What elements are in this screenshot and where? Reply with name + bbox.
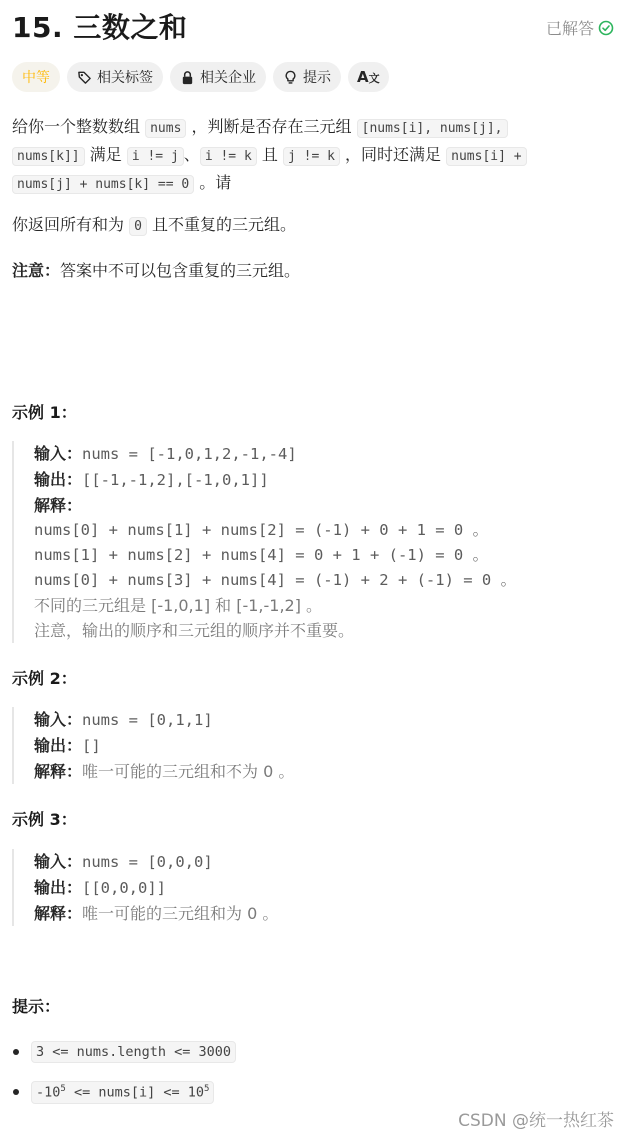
example-input: nums = [-1,0,1,2,-1,-4] (82, 445, 297, 463)
inline-code: nums[k]] (12, 147, 85, 166)
bullet-icon (13, 1089, 19, 1095)
explain-label: 解释： (34, 496, 83, 515)
desc-text: ，判断是否存在三元组 (191, 117, 352, 136)
note-text: 答案中不可以包含重复的三元组。 (60, 261, 301, 280)
exponent: 5 (203, 1084, 210, 1094)
desc-text: 且不重复的三元组。 (152, 215, 297, 234)
example-input: nums = [0,1,1] (82, 711, 213, 729)
translate-button[interactable] (348, 62, 389, 92)
example-3-block (12, 849, 602, 926)
desc-text: 给你一个整数数组 (12, 117, 141, 136)
desc-text: 你返回所有和为 (12, 215, 125, 234)
note-paragraph (12, 258, 578, 284)
example-output: [[0,0,0]] (82, 879, 167, 897)
example-explain: 唯一可能的三元组和为 0 。 (82, 904, 279, 923)
solved-label: 已解答 (545, 19, 594, 38)
desc-text: 。请 (199, 173, 232, 192)
inline-code: i != k (200, 147, 257, 166)
output-label: 输出： (34, 470, 83, 489)
example-1-title: 示例 1： (12, 403, 77, 422)
related-tags-button[interactable] (67, 62, 163, 92)
solved-status[interactable] (546, 16, 614, 39)
hints-button[interactable] (273, 62, 341, 92)
explain-line: 注意，输出的顺序和三元组的顺序并不重要。 (34, 621, 355, 640)
output-label: 输出： (34, 878, 83, 897)
constraint-item-1 (12, 1041, 236, 1063)
example-3-title: 示例 3： (12, 810, 77, 829)
constraint-item-2 (12, 1081, 214, 1104)
bullet-icon (13, 1049, 19, 1055)
input-label: 输入： (34, 852, 83, 871)
inline-code: nums[j] + nums[k] == 0 (12, 175, 194, 194)
bulb-icon (283, 70, 298, 85)
example-output: [] (82, 737, 101, 755)
related-tags-label: 相关标签 (97, 70, 153, 86)
hints-label: 提示 (303, 70, 331, 86)
inline-code: [nums[i], nums[j], (357, 119, 508, 138)
input-label: 输入： (34, 444, 83, 463)
output-label: 输出： (34, 736, 83, 755)
explain-line: nums[0] + nums[1] + nums[2] = (-1) + 0 + 1 = 0 。 (34, 521, 489, 539)
problem-title: 15. 三数之和 (12, 11, 188, 44)
example-1-block (12, 441, 602, 643)
desc-text: 、 (183, 145, 200, 164)
description-paragraph-2 (12, 212, 578, 240)
description-paragraph-1 (12, 114, 578, 198)
input-label: 输入： (34, 710, 83, 729)
explain-line: 不同的三元组是 [-1,0,1] 和 [-1,-1,2] 。 (34, 596, 323, 615)
exponent: 5 (60, 1084, 66, 1094)
example-output: [[-1,-1,2],[-1,0,1]] (82, 471, 269, 489)
desc-text: ，同时还满足 (345, 145, 442, 164)
inline-code: i != j (127, 147, 184, 166)
constraint-part: <= nums[i] <= 10 (65, 1084, 204, 1101)
problem-tags (12, 62, 389, 92)
title-row (12, 6, 616, 46)
example-explain: 唯一可能的三元组和不为 0 。 (82, 762, 295, 781)
lock-icon (180, 70, 195, 85)
difficulty-label: 中等 (22, 70, 50, 86)
example-input: nums = [0,0,0] (82, 853, 213, 871)
inline-code: nums (145, 119, 186, 138)
difficulty-badge (12, 62, 60, 92)
related-companies-label: 相关企业 (200, 70, 256, 86)
constraint-code: 3 <= nums.length <= 3000 (31, 1041, 236, 1063)
explain-line: nums[0] + nums[3] + nums[4] = (-1) + 2 + (-1) = 0 。 (34, 571, 517, 589)
inline-code: j != k (283, 147, 340, 166)
desc-text: 满足 (89, 145, 122, 164)
check-circle-icon (598, 20, 614, 36)
explain-line: nums[1] + nums[2] + nums[4] = 0 + 1 + (-1) = 0 。 (34, 546, 489, 564)
example-2-block (12, 707, 602, 784)
constraints-title: 提示： (12, 997, 61, 1016)
example-2-title: 示例 2： (12, 669, 77, 688)
inline-code: 0 (129, 217, 147, 236)
translate-icon: A文 (357, 68, 380, 86)
related-companies-button[interactable] (170, 62, 266, 92)
explain-label: 解释： (34, 762, 83, 781)
constraint-part: -10 (36, 1084, 61, 1101)
watermark: CSDN @统一热红茶 (458, 1111, 614, 1131)
inline-code: nums[i] + (446, 147, 526, 166)
constraint-code (31, 1081, 214, 1104)
explain-label: 解释： (34, 904, 83, 923)
desc-text: 且 (261, 145, 278, 164)
note-label: 注意： (12, 261, 61, 280)
tag-icon (77, 70, 92, 85)
